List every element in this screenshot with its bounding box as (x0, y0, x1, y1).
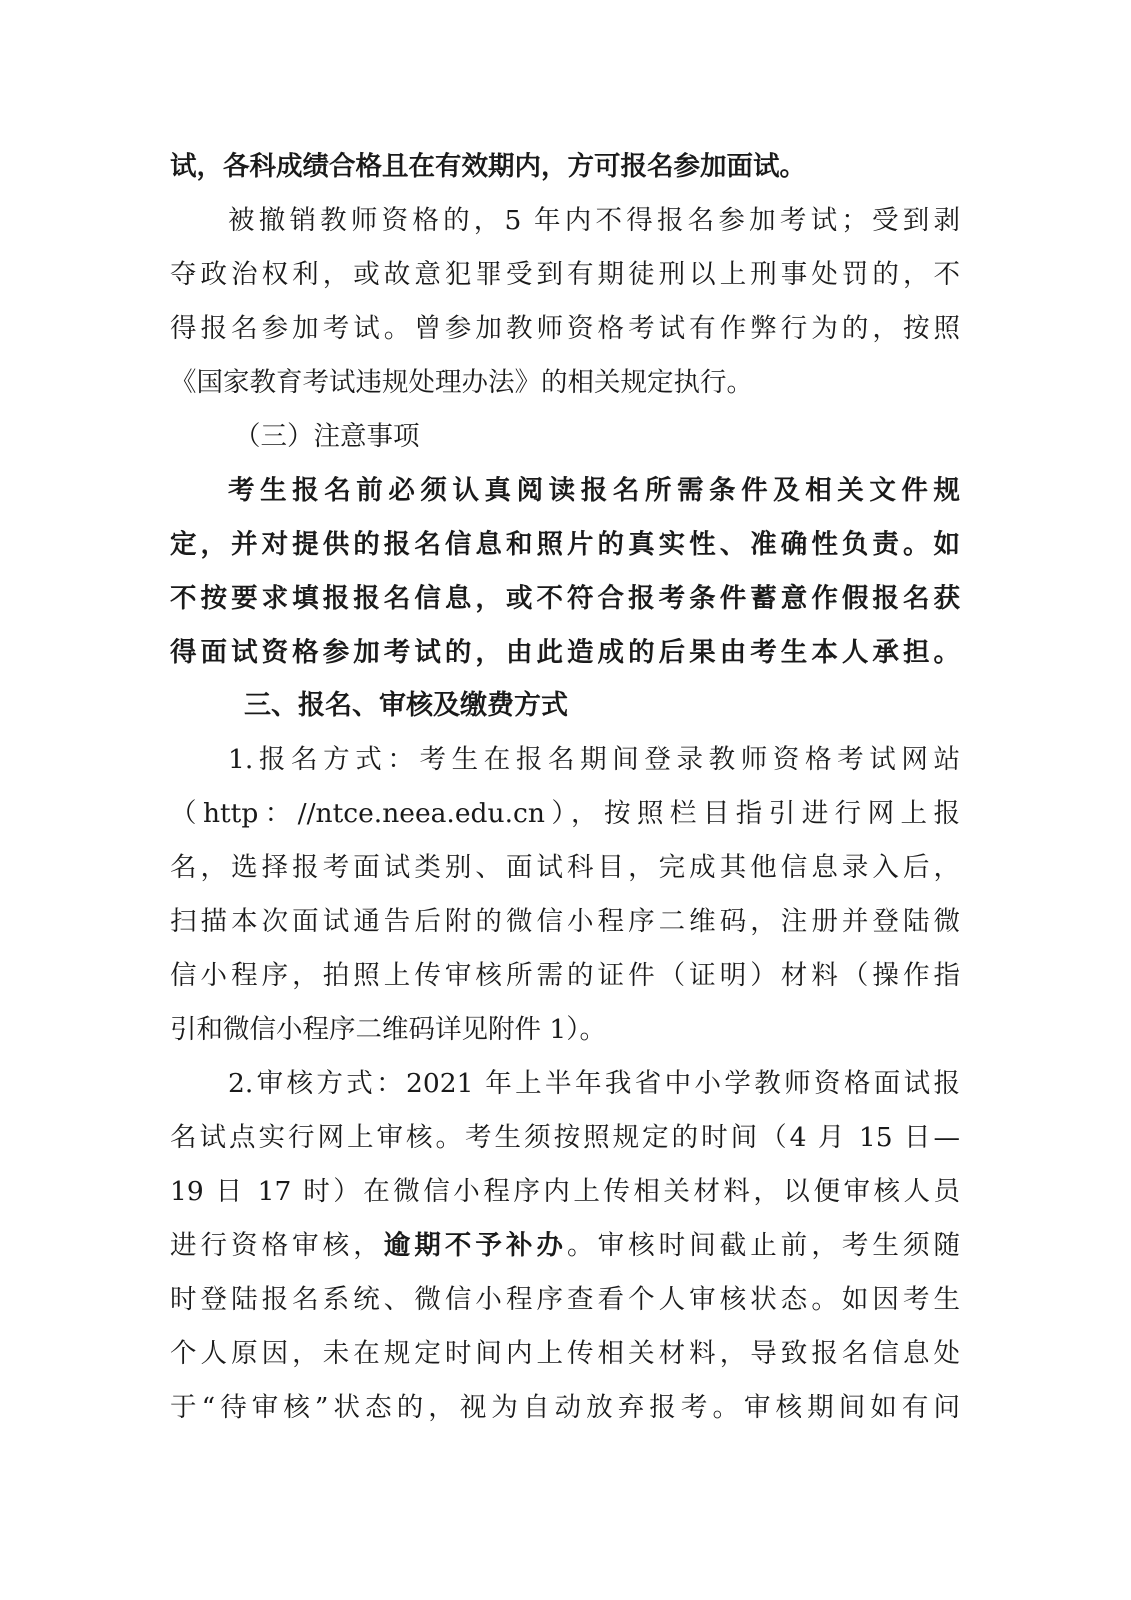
paragraph-line: 个人原因，未在规定时间内上传相关材料，导致报名信息处 (170, 1338, 960, 1369)
paragraph-line: 2.审核方式：2021 年上半年我省中小学教师资格面试报 (228, 1068, 960, 1099)
paragraph-line (170, 1226, 960, 1266)
paragraph-line: 不按要求填报报名信息，或不符合报考条件蓄意作假报名获 (170, 583, 960, 614)
paragraph-line: 名，选择报考面试类别、面试科目，完成其他信息录入后， (170, 852, 960, 883)
line-segment: 进行资格审核， (170, 1230, 384, 1261)
paragraph-line: 扫描本次面试通告后附的微信小程序二维码，注册并登陆微 (170, 906, 960, 937)
paragraph-line: 19 日 17 时）在微信小程序内上传相关材料，以便审核人员 (170, 1176, 960, 1207)
paragraph-line: 名试点实行网上审核。考生须按照规定的时间（4 月 15 日— (170, 1122, 960, 1153)
paragraph-line: 引和微信小程序二维码详见附件 1）。 (170, 1014, 607, 1045)
paragraph-line: （http：//ntce.neea.edu.cn），按照栏目指引进行网上报 (170, 798, 960, 829)
paragraph-line: 被撤销教师资格的，5 年内不得报名参加考试；受到剥 (228, 205, 960, 236)
paragraph-line: 试，各科成绩合格且在有效期内，方可报名参加面试。 (170, 151, 806, 182)
paragraph-line: 得面试资格参加考试的，由此造成的后果由考生本人承担。 (170, 637, 960, 668)
paragraph-line: 于“待审核”状态的，视为自动放弃报考。审核期间如有问 (170, 1392, 960, 1423)
subsection-heading: （三）注意事项 (234, 421, 420, 452)
paragraph-line: 1.报名方式：考生在报名期间登录教师资格考试网站 (228, 744, 960, 775)
section-heading: 三、报名、审核及缴费方式 (244, 690, 568, 721)
paragraph-line: 夺政治权利，或故意犯罪受到有期徒刑以上刑事处罚的，不 (170, 259, 960, 290)
paragraph-line: 信小程序，拍照上传审核所需的证件（证明）材料（操作指 (170, 960, 960, 991)
line-segment: 。审核时间截止前，考生须随 (567, 1230, 961, 1261)
paragraph-line: 考生报名前必须认真阅读报名所需条件及相关文件规 (228, 475, 960, 506)
paragraph-line: 定，并对提供的报名信息和照片的真实性、准确性负责。如 (170, 529, 960, 560)
paragraph-line: 得报名参加考试。曾参加教师资格考试有作弊行为的，按照 (170, 313, 960, 344)
emphasis-text: 逾期不予补办 (383, 1230, 568, 1261)
paragraph-line: 《国家教育考试违规处理办法》的相关规定执行。 (170, 367, 753, 398)
paragraph-line: 时登陆报名系统、微信小程序查看个人审核状态。如因考生 (170, 1284, 960, 1315)
